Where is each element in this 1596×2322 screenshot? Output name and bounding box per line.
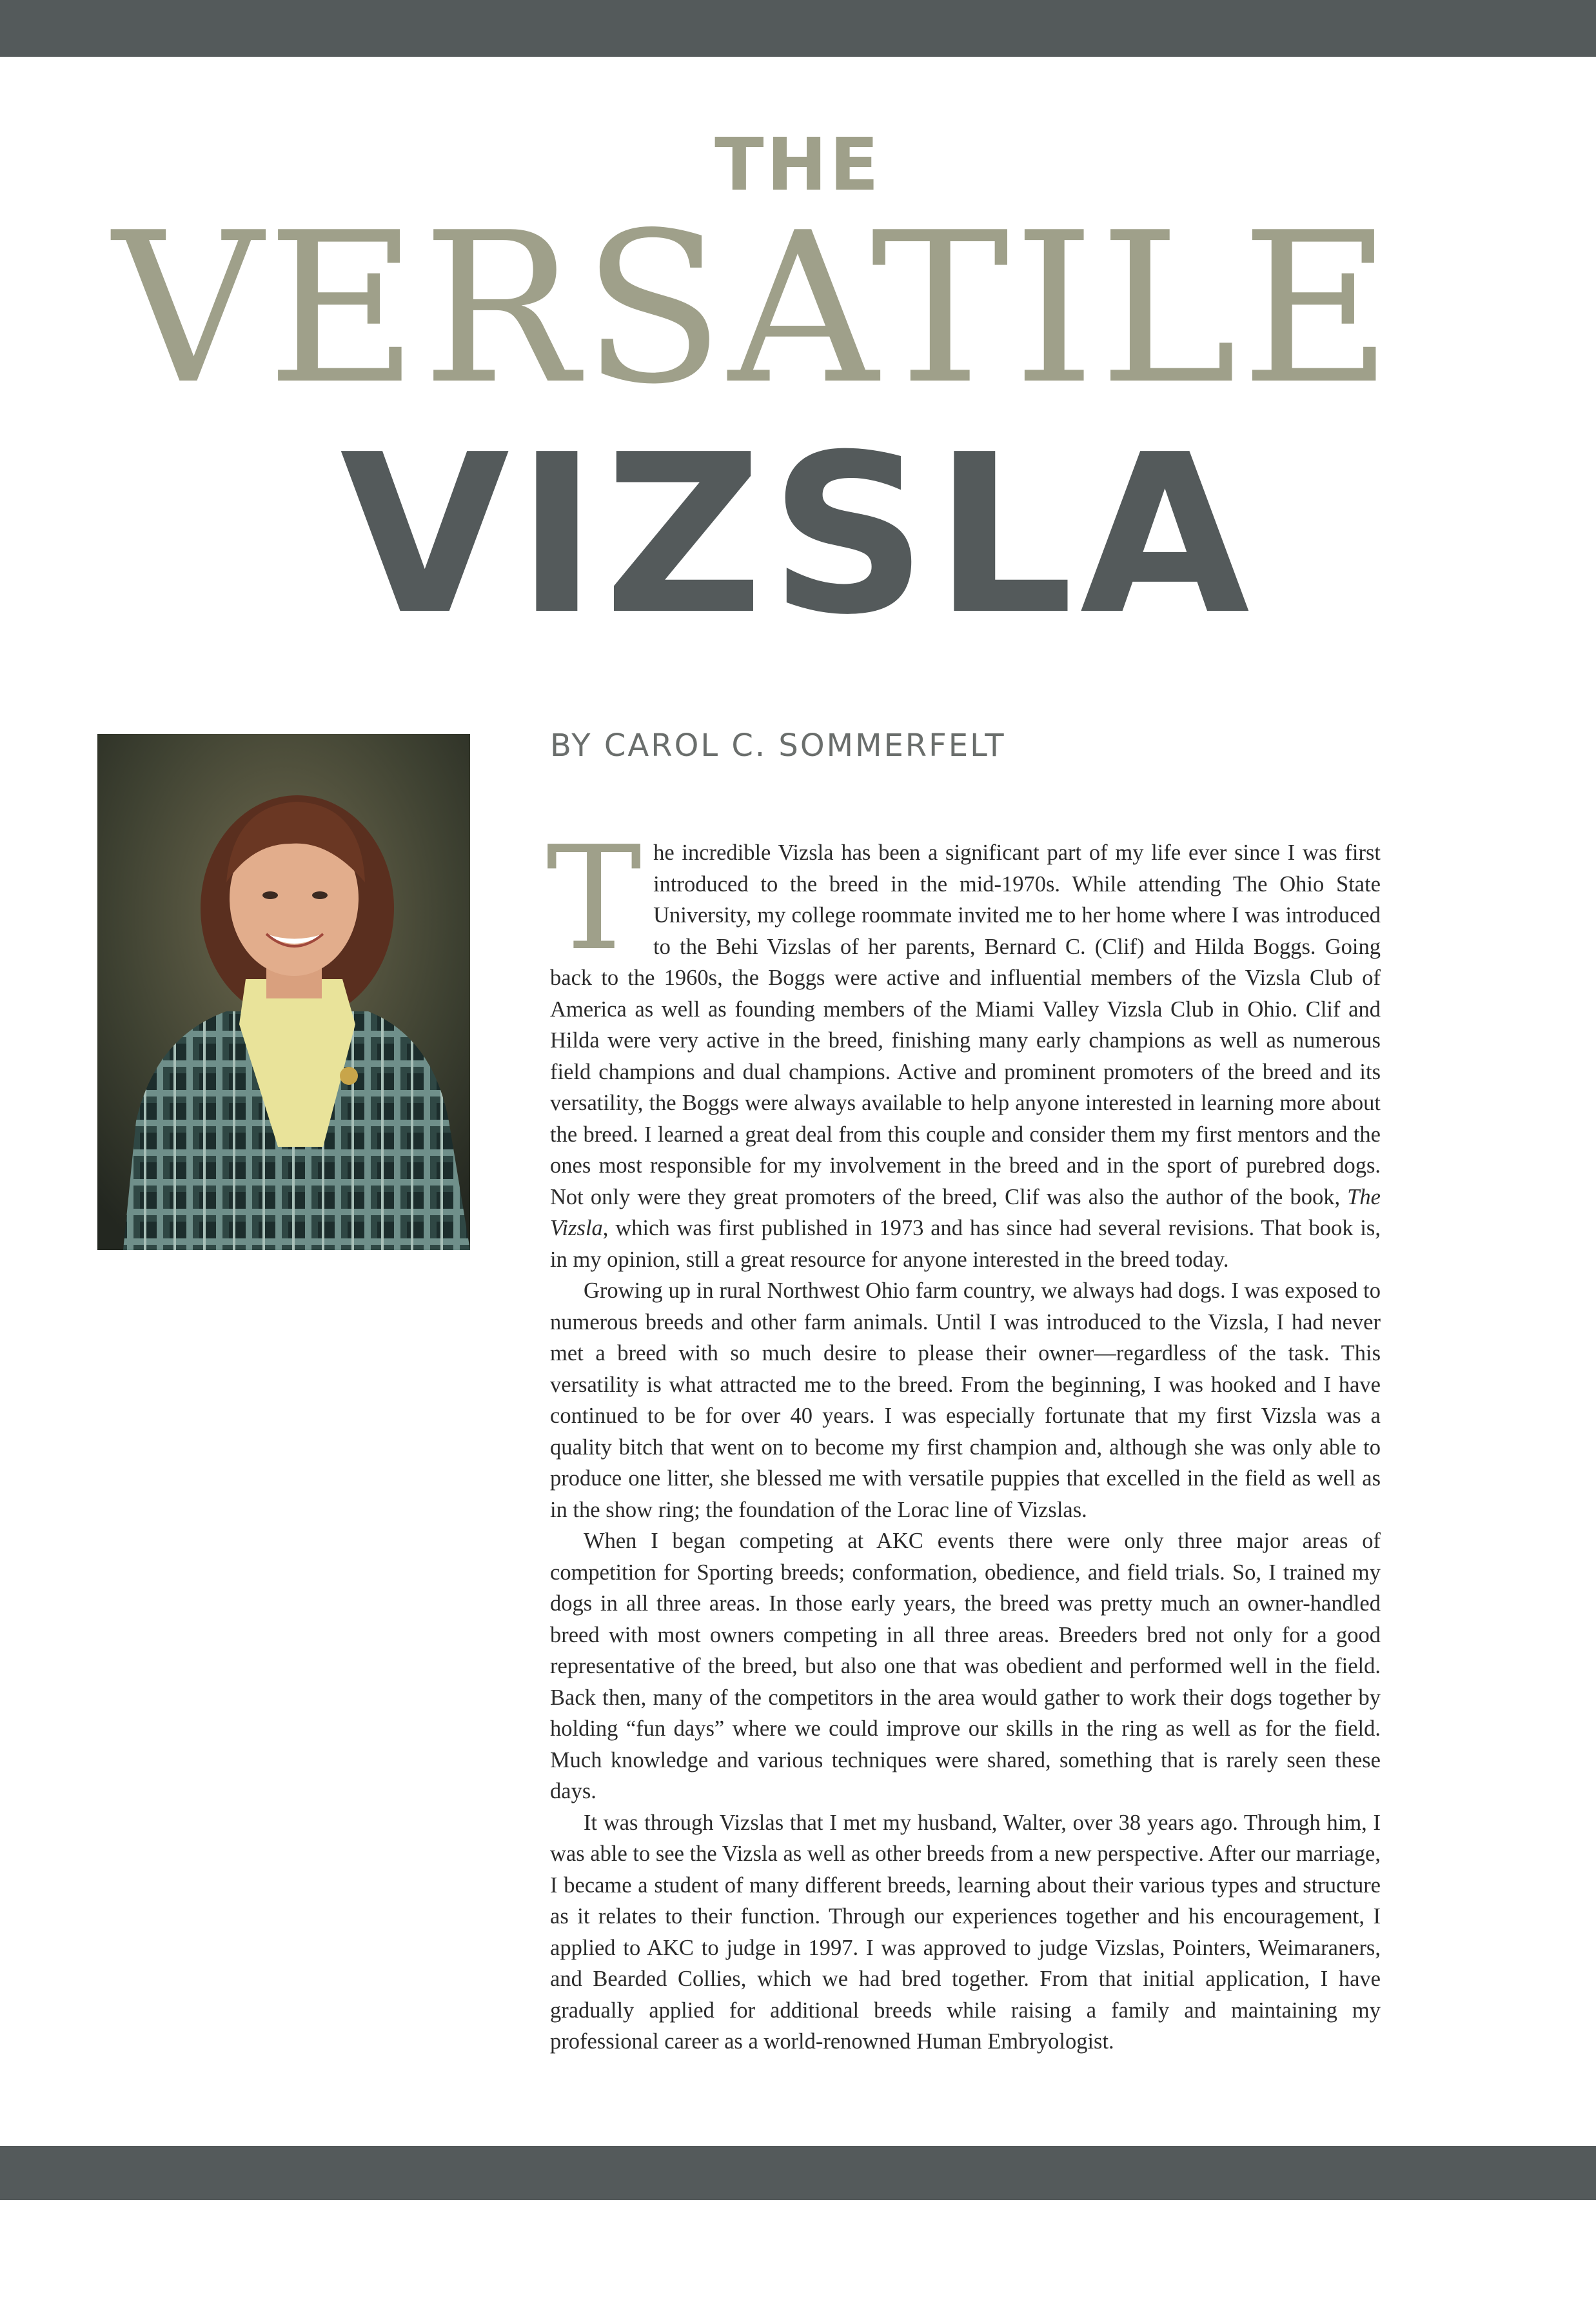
paragraph-3: When I began competing at AKC events there were only three major areas of competition for Sporting breeds; conformation, obedience, and field trials. So, I trained my dogs in all three areas. In those early years, the breed was pretty much an owner-handled breed with most owners competing in all three areas. Breeders bred not only for a good representative of the breed, but also one that was obedient and performed well in the field. Back then, many of the competitors in the area would gather to work their dogs together by holding “fun days” where we could improve our skills in the ring as well as for the field. Much knowledge and various techniques were shared, something that is rarely seen these days.: [550, 1529, 1381, 1803]
drop-cap: T: [546, 816, 642, 982]
byline: BY CAROL C. SOMMERFELT: [550, 728, 1006, 764]
top-band: [0, 0, 1596, 57]
title-line-vizsla: VIZSLA: [340, 408, 1256, 663]
paragraph-2: Growing up in rural Northwest Ohio farm country, we always had dogs. I was exposed to numerous breeds and other farm animals. Until I was introduced to the Vizsla, I had never met a breed with so much desire to please their owner—regardless of the task. This versatility is what attracted me to the breed. From the beginning, I was hooked and I have continued to be for over 40 years. I was especially fortunate that my first Vizsla was a quality bitch that went on to become my first champion and, although she was only able to produce one litter, she blessed me with versatile puppies that excelled in the field as well as in the show ring; the foundation of the Lorac line of Vizslas.: [550, 1278, 1381, 1522]
title-line-the: THE: [714, 123, 882, 207]
paragraph-4: It was through Vizslas that I met my husband, Walter, over 38 years ago. Through him, I was able to see the Vizsla as well as other breeds from a new perspective. After our marriage, I became a student of many different breeds, learning about their various types and structure as it relates to their function. Through our experiences together and his encouragement, I applied to AKC to judge in 1997. I was approved to judge Vizslas, Pointers, Weimaraners, and Bearded Collies, which we had bred together. From that initial application, I have gradually applied for additional breeds while raising a family and maintaining my professional career as a world-renowned Human Embryologist.: [550, 1810, 1381, 2054]
paragraph-1-text-a: he incredible Vizsla has been a significant part of my life ever since I was first introduced to the breed in the mid-1970s. While attending The Ohio State University, my college roommate invited me to her home where I was introduced to the Behi Vizslas of her parents, Bernard C. (Clif) and Hilda Boggs. Going back to the 1960s, the Boggs were active and influential members of the Vizsla Club of America as well as founding members of the Miami Valley Vizsla Club in Ohio. Clif and Hilda were very active in the breed, finishing many early champions as well as numerous field champions and dual champions. Active and prominent promoters of the breed and its versatility, the Boggs were always available to help anyone interested in learning more about the breed. I learned a great deal from this couple and consider them my first mentors and the ones most responsible for my involvement in the breed and in the sport of purebred dogs. Not only were they great promoters of the breed, Clif was also the author of the book,: [550, 840, 1381, 1209]
article-body: [546, 816, 1381, 2058]
paragraph-1-text-b: , which was first published in 1973 and has since had several revisions. That book is, in my opinion, still a great resource for anyone interested in the breed today.: [550, 1216, 1381, 1272]
title-line-versatile: VERSATILE: [112, 188, 1397, 430]
bottom-band: [0, 2146, 1596, 2200]
author-photo: [97, 734, 470, 1250]
book-title: The Vizsla: [550, 1184, 1381, 1240]
paragraph-1: [546, 816, 1381, 1275]
